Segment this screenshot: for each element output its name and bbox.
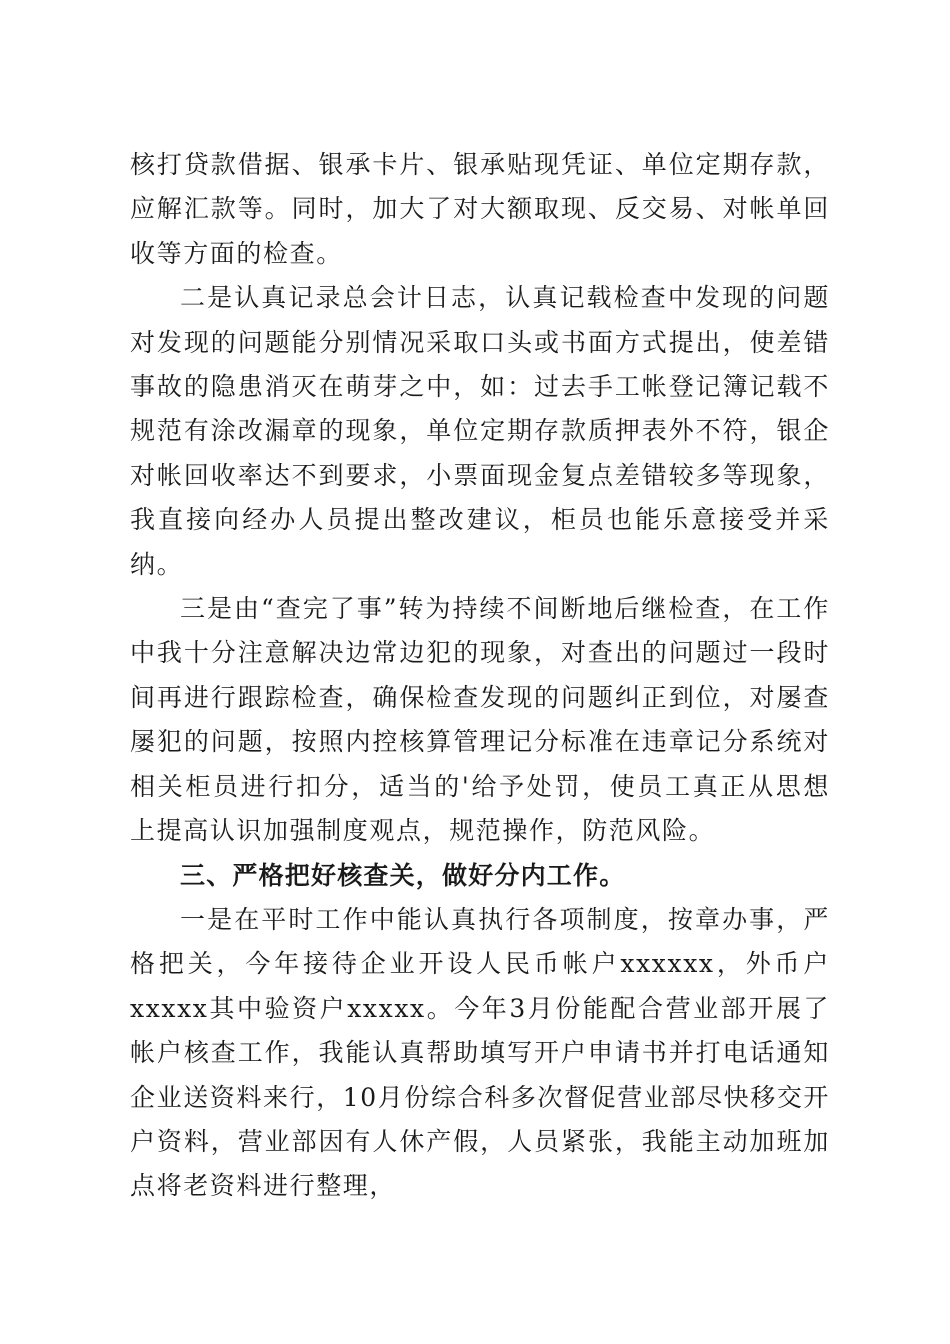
section-heading: 三、严格把好核查关，做好分内工作。 [180, 860, 626, 890]
paragraph-point-three: 三是由“查完了事”转为持续不间断地后继检查，在工作中我十分注意解决边常边犯的现象，对查出的问题过一段时间再进行跟踪检查，确保检查发现的问题纠正到位，对屡查屡犯的问题，按照内控核算管理记分标准在违章记分系统对相关柜员进行扣分，适当的'给予处罚，使员工真正从思想上提高认识加强制度观点，规范操作，防范风险。 [130, 594, 830, 846]
paragraph-continuation: 核打贷款借据、银承卡片、银承贴现凭证、单位定期存款，应解汇款等。同时，加大了对大额取现、反交易、对帐单回收等方面的检查。 [130, 150, 830, 268]
document-body [130, 143, 830, 1209]
paragraph-point-one: 一是在平时工作中能认真执行各项制度，按章办事，严格把关，今年接待企业开设人民币帐户xxxxxx，外币户xxxxx其中验资户xxxxx。今年3月份能配合营业部开展了帐户核查工作，我能认真帮助填写开户申请书并打电话通知企业送资料来行，10月份综合科多次督促营业部尽快移交开户资料，营业部因有人休产假，人员紧张，我能主动加班加点将老资料进行整理， [130, 904, 831, 1201]
paragraph-point-two: 二是认真记录总会计日志，认真记载检查中发现的问题对发现的问题能分别情况采取口头或书面方式提出，使差错事故的隐患消灭在萌芽之中，如：过去手工帐登记簿记载不规范有涂改漏章的现象，单位定期存款质押表外不符，银企对帐回收率达不到要求，小票面现金复点差错较多等现象，我直接向经办人员提出整改建议，柜员也能乐意接受并采纳。 [130, 283, 830, 579]
